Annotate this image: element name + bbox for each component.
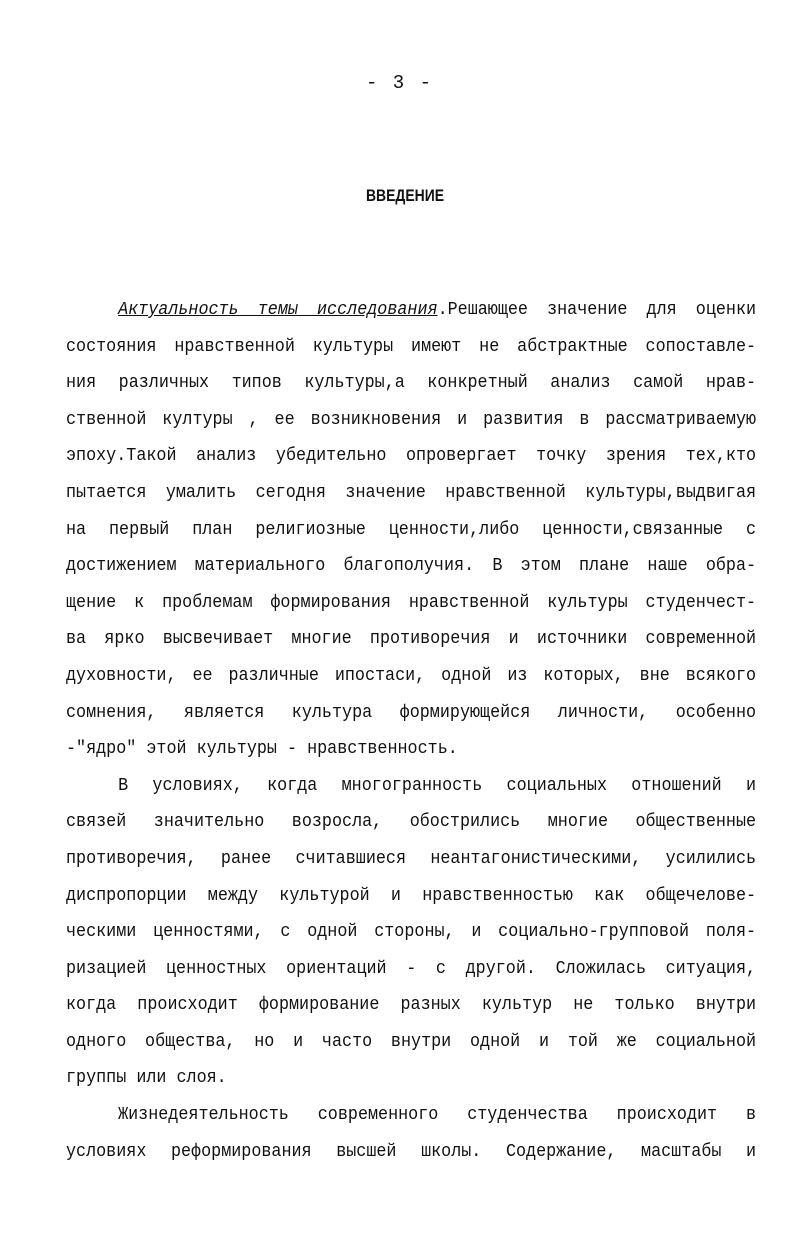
text-line: ственной културы , ее возникновения и развития в рассматриваемую — [66, 409, 757, 430]
text-line: ризацией ценностных ориентаций - с другой. Сложилась ситуация, — [66, 958, 757, 979]
text-line: связей значительно возросла, обострились многие общественные — [66, 812, 757, 833]
text-line: Жизнедеятельность современного студенчества происходит в — [118, 1105, 757, 1126]
text-line: диспропорции между культурой и нравственностью как общечелове- — [66, 885, 757, 906]
text-line — [66, 292, 756, 329]
text-line: когда происходит формирование разных культур не только внутри — [66, 995, 757, 1016]
page-number: - 3 - — [365, 72, 433, 94]
text-line: В условиях, когда многогранность социальных отношений и — [118, 775, 757, 796]
text-line: щение к проблемам формирования нравственной культуры студенчест- — [66, 592, 757, 613]
section-heading: ВВЕДЕНИЕ — [365, 186, 445, 205]
text-line: на первый план религиозные ценности,либо ценности,связанные с — [66, 519, 757, 540]
text-line: духовности, ее различные ипостаси, одной из которых, вне всякого — [66, 665, 757, 686]
text-line: одного общества, но и часто внутри одной и той же социальной — [66, 1031, 757, 1052]
text-line: достижением материального благополучия. В этом плане наше обра- — [66, 556, 757, 577]
line-text: .Решающее значение для оценки — [437, 300, 757, 320]
text-line: ва ярко высвечивает многие противоречия и источники современной — [66, 629, 757, 650]
text-line: состояния нравственной культуры имеют не абстрактные сопоставле- — [66, 336, 757, 357]
text-line: сомнения, является культура формирующейся личности, особенно — [66, 702, 757, 723]
text-line: ния различных типов культуры,а конкретный анализ самой нрав- — [66, 373, 757, 394]
text-line: -"ядро" этой культуры - нравственность. — [66, 739, 458, 760]
text-line: условиях реформирования высшей школы. Содержание, масштабы и — [66, 1141, 757, 1162]
body-text — [66, 292, 756, 1170]
text-line: противоречия, ранее считавшиеся неантагонистическими, усилились — [66, 848, 757, 869]
text-line: группы или слоя. — [66, 1068, 227, 1089]
text-line: пытается умалить сегодня значение нравственной культуры,выдвигая — [66, 482, 757, 503]
text-line: эпоху.Такой анализ убедительно опровергает точку зрения тех,кто — [66, 446, 757, 467]
text-line: ческими ценностями, с одной стороны, и социально-групповой поля- — [66, 922, 757, 943]
emphasized-term: Актуальность темы исследования — [118, 300, 438, 320]
